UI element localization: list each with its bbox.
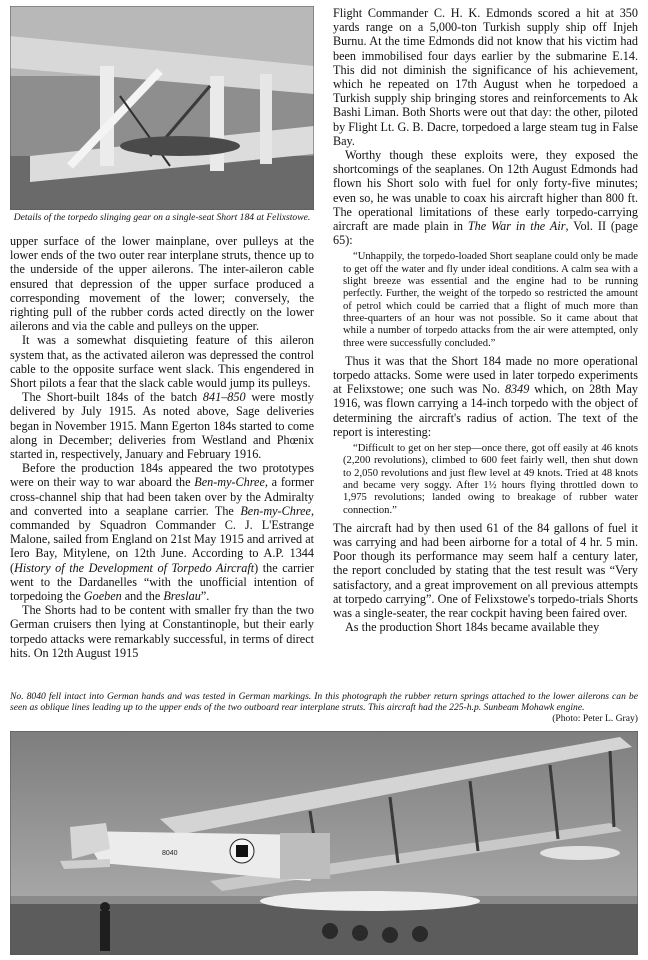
- paragraph: The Short-built 184s of the batch 841–850 were mostly delivered by July 1915. As noted above, Sage deliveries began in November 1915. Mann Egerton 184s started to come along in December; deliveries from Westland and Phœnix started in, respectively, January and February 1916.: [10, 390, 314, 462]
- fuselage-serial: 8040: [162, 850, 178, 857]
- caption-bottom-text: No. 8040 fell intact into German hands and was tested in German markings. In this photograph the rubber return springs attached to the lower ailerons can be seen as oblique lines leading up to the upper ends of the two outboard rear interplane struts. This aircraft had the 225-h.p. Sunbeam Mohawk engine.: [10, 691, 638, 713]
- quotation: “Difficult to get on her step—once there, got off easily at 46 knots (2,200 revolutions), climbed to 600 feet fairly well, then shut down to 2,050 revolutions and just flew level at 49 knots. Tried at 48 knots and became very soggy. After 1½ hours flying throttled down to 1,975 revolutions; landed owing to breakage of rubber water connection.”: [343, 443, 638, 516]
- paragraph: It was a somewhat disquieting feature of this aileron system that, as the activated aileron was depressed the control cable to the opposite surface went slack. This engendered in Short pilots a fear that the slack cable would jump its pulleys.: [10, 333, 314, 391]
- caption-bottom: [10, 691, 638, 724]
- quotation: “Unhappily, the torpedo-loaded Short seaplane could only be made to get off the water and fly under ideal conditions. A calm sea with a slight breeze was essential and the engine had to be running perfectly. Further, the weight of the torpedo so restricted the amount of petrol which could be carried that a flight of much more than three-quarters of an hour was not possible. So it came about that while a number of torpedo attacks from the air were attempted, only three were successfully concluded.”: [343, 251, 638, 349]
- paragraph: As the production Short 184s became available they: [345, 620, 600, 635]
- paragraph: Thus it was that the Short 184 made no more operational torpedo attacks. Some were used in later torpedo experiments at Felixstowe; one such was No. 8349 which, on 28th May 1916, was flown carrying a 14-inch torpedo with the object of determining the aircraft's radius of action. The text of the report is interesting:: [333, 353, 638, 439]
- photo-seaplane-8040: [10, 731, 638, 955]
- paragraph: The Shorts had to be content with smaller fry than the two German cruisers then lying at Constantinople, but their early torpedo attacks were remarkably successful, in terms of direct hits. On 12th August 1915: [10, 603, 314, 660]
- text-column-right: [333, 6, 638, 634]
- paragraph: upper surface of the lower mainplane, over pulleys at the lower ends of the two outer rear interplane struts, thence up to the underside of the upper ailerons. The inter-aileron cable ensured that depression of the upper surface produced a corresponding movement of the lower; conversely, the righting pull of the rubber cords acted directly on the lower ailerons and via the cable and pulleys on the upper.: [10, 234, 314, 334]
- caption-top: Details of the torpedo slinging gear on a single-seat Short 184 at Felixstowe.: [13, 212, 311, 223]
- paragraph: Before the production 184s appeared the two prototypes were on their way to war aboard the Ben-my-Chree, a former cross-channel ship that had been taken over by the Admiralty and converted into a seaplane carrier. The Ben-my-Chree, commanded by Squadron Commander C. J. L'Estrange Malone, sailed from England on 21st May 1915 and arrived at Iero Bay, Mitylene, on 12th June. According to A.P. 1344 (History of the Development of Torpedo Aircraft) the carrier went to the Dardanelles “with the unofficial intention of torpedoing the Goeben and the Breslau”.: [10, 461, 314, 604]
- paragraph: Flight Commander C. H. K. Edmonds scored a hit at 350 yards range on a 5,000-ton Turkish supply ship off Injeh Burnu. At the time Edmonds did not know that his victim had been immobilised four days earlier by the submarine E.14. This did not diminish the significance of his achievement, which he repeated on 17th August when he torpedoed a Turkish supply ship bringing stores and reinforcements to Ak Bashi Liman. Both Shorts were out that day: the other, piloted by Flight Lt. G. B. Dacre, torpedoed a large steam tug in False Bay.: [333, 6, 638, 148]
- photo-torpedo-slinging-gear-image: [10, 6, 314, 210]
- photo-credit: (Photo: Peter L. Gray): [552, 713, 638, 724]
- photo-seaplane-8040-image: [10, 731, 638, 955]
- paragraph: Worthy though these exploits were, they exposed the shortcomings of the seaplanes. On 12th August Edmonds had flown his Short solo with fuel for only forty-five minutes; even so, he was unable to coax his aircraft higher than 800 ft. The operational limitations of these early torpedo-carrying aircraft are made plain in The War in the Air, Vol. II (page 65):: [333, 148, 638, 248]
- text-column-left: [10, 234, 314, 660]
- photo-torpedo-slinging-gear: [10, 6, 314, 210]
- paragraph: The aircraft had by then used 61 of the 84 gallons of fuel it was carrying and had been airborne for a total of 4 hr. 5 min. Poor though its performance may seem half a century later, the report concluded by stating that the test result was “Very satisfactory, and a great improvement on all previous attempts at torpedo carrying”. One of Felixstowe's torpedo-trials Shorts was a single-seater, the rear cockpit having been faired over.: [333, 520, 638, 621]
